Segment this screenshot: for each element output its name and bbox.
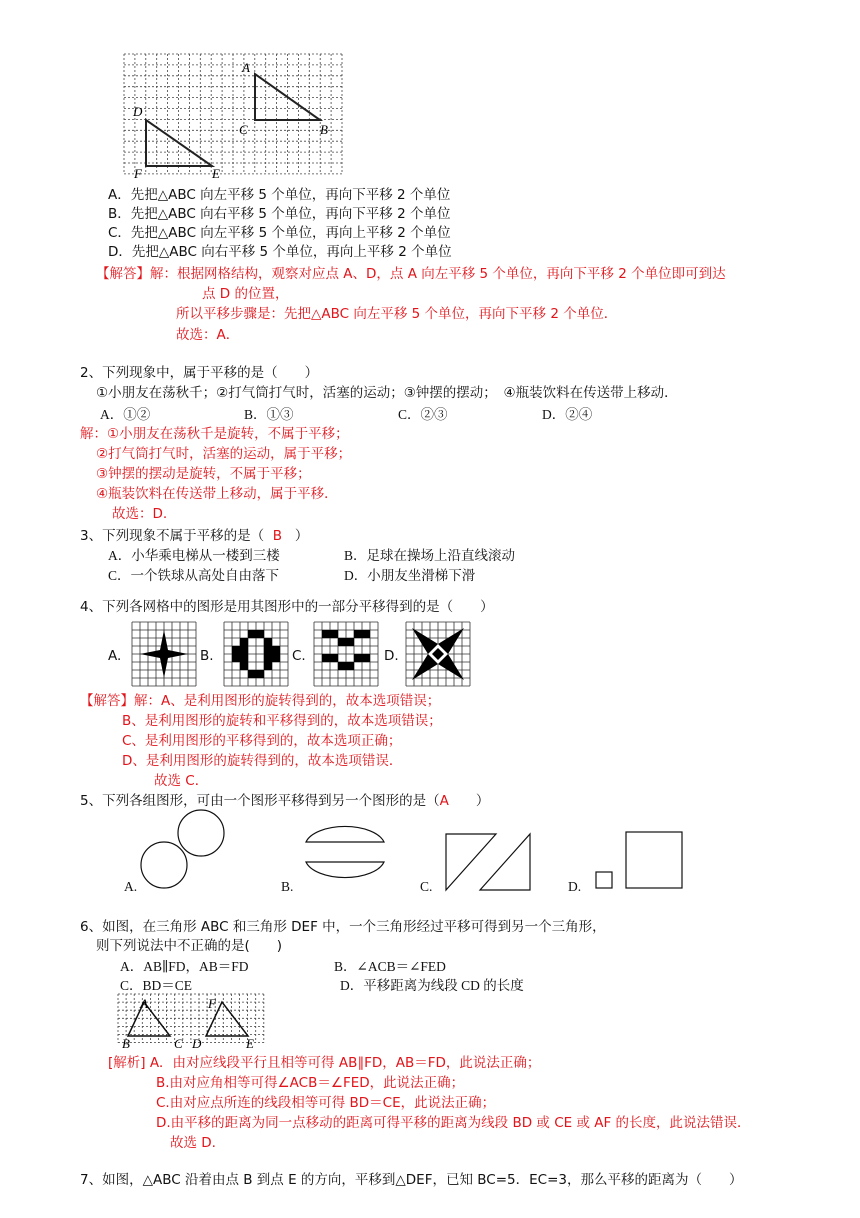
- q2-solution-3: ③钟摆的摆动是旋转，不属于平移；: [96, 466, 311, 482]
- q4-label-c: C.: [292, 648, 306, 664]
- q4-solution-2: B、是利用图形的旋转和平移得到的，故本选项错误；: [122, 713, 442, 729]
- q2-stem: 2、下列现象中，属于平移的是（ ）: [80, 365, 319, 381]
- q4-grid-b: [224, 622, 288, 686]
- q6-solution-1: [解析] A．由对应线段平行且相等可得 AB∥FD，AB＝FD，此说法正确；: [108, 1055, 541, 1071]
- q5-label-d: D.: [568, 879, 582, 894]
- q4-grid-d: [406, 622, 470, 686]
- q5-label-b: B.: [281, 879, 294, 894]
- label-e: E: [212, 166, 220, 181]
- label-d: D: [192, 1036, 202, 1051]
- label-f: F: [208, 996, 216, 1011]
- q5-figure-a: [138, 808, 228, 894]
- q3-answer: B: [272, 528, 282, 544]
- q3-stem: 3、下列现象不属于平移的是（ B ）: [80, 528, 309, 544]
- q1-option-d: D．先把△ABC 向右平移 5 个单位，再向上平移 2 个单位: [108, 244, 452, 260]
- q6-stem-line1: 6、如图，在三角形 ABC 和三角形 DEF 中，一个三角形经过平移可得到另一个三角形，: [80, 919, 606, 935]
- q2-items: ①小朋友在荡秋千；②打气筒打气时，活塞的运动；③钟摆的摆动； ④瓶装饮料在传送带上移动．: [96, 385, 678, 401]
- q2-option-d: D．②④: [542, 407, 593, 422]
- q6-stem-line2: 则下列说法中不正确的是( ): [96, 938, 283, 954]
- q2-option-c: C．②③: [398, 407, 448, 422]
- label-b: B: [122, 1036, 130, 1051]
- q4-grid-c: [314, 622, 378, 686]
- q2-solution-4: ④瓶装饮料在传送带上移动，属于平移．: [96, 486, 338, 502]
- label-b: B: [320, 122, 328, 137]
- label-a: A: [242, 60, 250, 75]
- q5-stem: 5、下列各组图形，可由一个图形平移得到另一个图形的是（A ）: [80, 793, 490, 809]
- q6-solution-4: D.由平移的距离为同一点移动的距离可得平移的距离为线段 BD 或 CE 或 AF 的长度，此说法错误．: [156, 1115, 751, 1131]
- triangle-abc: [255, 74, 320, 120]
- q6-solution-2: B.由对应角相等可得∠ACB＝∠FED，此说法正确；: [156, 1075, 465, 1091]
- q1-solution-line3: 所以平移步骤是：先把△ABC 向左平移 5 个单位，再向下平移 2 个单位．: [176, 306, 618, 322]
- q2-option-a: A．①②: [100, 407, 151, 422]
- q3-option-c: C．一个铁球从高处自由落下: [108, 568, 280, 583]
- q6-solution-5: 故选 D.: [170, 1135, 216, 1151]
- triangle-def: [146, 120, 212, 166]
- q1-solution-line4: 故选：A．: [176, 327, 240, 343]
- q1-option-c: C．先把△ABC 向左平移 5 个单位，再向上平移 2 个单位: [108, 225, 451, 241]
- q6-solution-3: C.由对应点所连的线段相等可得 BD＝CE，此说法正确；: [156, 1095, 496, 1111]
- q4-label-a: A.: [108, 648, 122, 664]
- q1-option-a: A．先把△ABC 向左平移 5 个单位，再向下平移 2 个单位: [108, 187, 451, 203]
- label-d: D: [133, 104, 143, 119]
- q6-option-a: A．AB∥FD，AB＝FD: [120, 959, 249, 974]
- q2-solution-2: ②打气筒打气时，活塞的运动，属于平移；: [96, 446, 352, 462]
- q5-label-a: A.: [124, 879, 138, 894]
- q4-stem: 4、下列各网格中的图形是用其图形中的一部分平移得到的是（ ）: [80, 599, 494, 615]
- q4-solution-3: C、是利用图形的平移得到的，故本选项正确；: [122, 733, 402, 749]
- q4-solution-4: D、是利用图形的旋转得到的，故本选项错误．: [122, 753, 403, 769]
- q1-grid-figure: [124, 54, 344, 181]
- label-c: C: [174, 1036, 183, 1051]
- q5-label-c: C.: [420, 879, 433, 894]
- q4-solution-1: 【解答】解：A、是利用图形的旋转得到的，故本选项错误；: [80, 693, 441, 709]
- q3-option-d: D．小朋友坐滑梯下滑: [344, 568, 476, 583]
- q6-option-b: B．∠ACB＝∠FED: [334, 959, 446, 974]
- q4-label-d: D.: [384, 648, 399, 664]
- q5-figure-c: [440, 832, 540, 894]
- q6-grid-figure: [118, 994, 264, 1050]
- q7-stem: 7、如图，△ABC 沿着由点 B 到点 E 的方向，平移到△DEF，已知 BC=5．EC=3，那么平移的距离为（ ）: [80, 1172, 743, 1188]
- q4-label-b: B.: [200, 648, 214, 664]
- q5-figure-b: [300, 818, 390, 888]
- q4-grid-a: [132, 622, 196, 686]
- q4-solution-5: 故选 C．: [154, 773, 209, 789]
- q3-option-a: A．小华乘电梯从一楼到三楼: [108, 548, 280, 563]
- q2-option-b: B．①③: [244, 407, 294, 422]
- q5-answer: A: [439, 793, 449, 809]
- label-c: C: [239, 122, 248, 137]
- q1-solution-line2: 点 D 的位置，: [202, 286, 289, 302]
- q1-solution-line1: 【解答】解：根据网格结构，观察对应点 A、D，点 A 向左平移 5 个单位，再向下平移 2 个单位即可到达: [96, 266, 726, 282]
- q1-option-b: B．先把△ABC 向右平移 5 个单位，再向下平移 2 个单位: [108, 206, 451, 222]
- label-f: F: [134, 166, 142, 181]
- label-a: A: [140, 996, 148, 1011]
- q5-figure-d: [592, 830, 688, 894]
- q2-solution-1: 解：①小朋友在荡秋千是旋转，不属于平移；: [80, 426, 349, 442]
- q6-option-d: D．平移距离为线段 CD 的长度: [340, 978, 524, 993]
- q3-option-b: B．足球在操场上沿直线滚动: [344, 548, 516, 563]
- q2-solution-5: 故选：D.: [112, 506, 168, 522]
- label-e: E: [246, 1036, 254, 1051]
- q6-option-c: C．BD＝CE: [120, 978, 193, 993]
